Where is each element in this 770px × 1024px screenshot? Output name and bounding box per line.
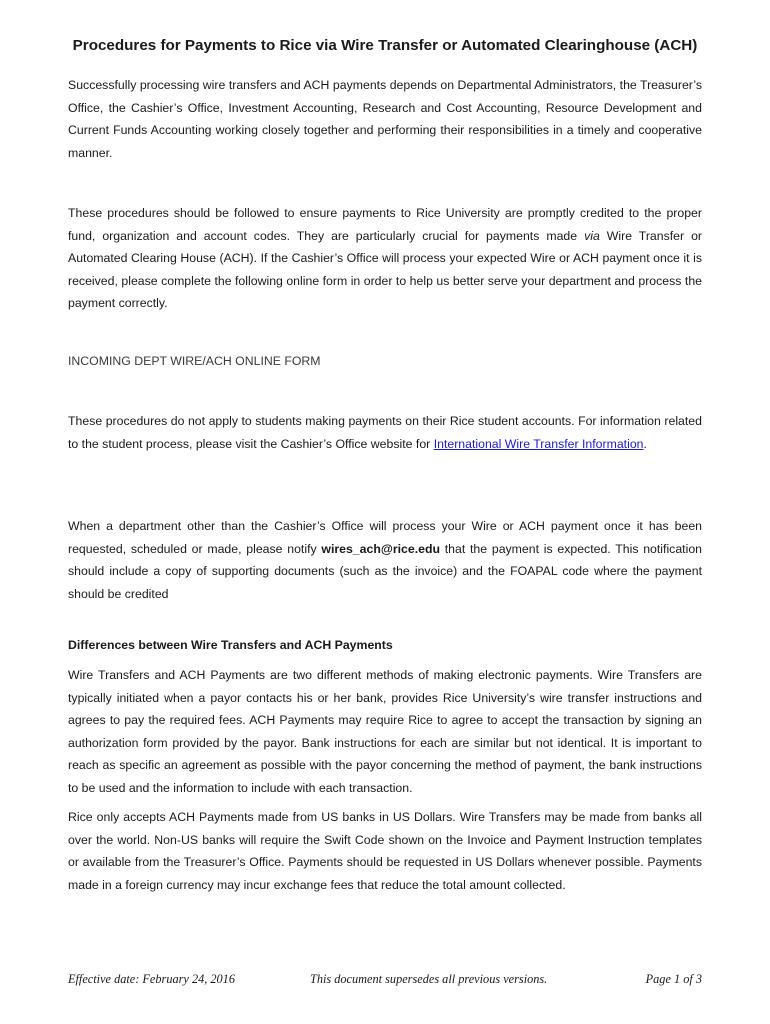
- students-text: These procedures do not apply to students making payments on their Rice student accounts. For information related to the student process, please visit the Cashier’s Office website for: [68, 414, 702, 451]
- procedures-paragraph: [68, 202, 702, 315]
- footer-supersedes: This document supersedes all previous versions.: [310, 972, 548, 986]
- students-end: .: [643, 436, 647, 451]
- students-paragraph: [68, 410, 702, 455]
- differences-heading: Differences between Wire Transfers and ACH Payments: [68, 638, 393, 652]
- page-footer: [68, 969, 702, 989]
- procedures-via: via: [584, 228, 600, 243]
- online-form-label: INCOMING DEPT WIRE/ACH ONLINE FORM: [68, 354, 321, 368]
- notify-email: wires_ach@rice.edu: [321, 541, 441, 556]
- footer-page-number: Page 1 of 3: [645, 972, 702, 986]
- international-wire-transfer-link[interactable]: International Wire Transfer Information: [433, 436, 644, 451]
- document-title: Procedures for Payments to Rice via Wire Transfer or Automated Clearinghouse (ACH): [72, 37, 698, 54]
- footer-effective-date: Effective date: February 24, 2016: [68, 972, 235, 986]
- intro-paragraph: Successfully processing wire transfers and ACH payments depends on Departmental Administrators, the Treasurer’s Office, the Cashier’s Office, Investment Accounting, Research and Cost Accounting, Resource Development and Current Funds Accounting working closely together and performing their responsibilities in a timely and cooperative manner.: [68, 78, 702, 160]
- procedures-text-2: Wire Transfer or Automated Clearing House (ACH). If the Cashier’s Office will process your expected Wire or ACH payment once it is received, please complete the following online form in order to help us better serve your department and process the payment correctly.: [68, 228, 703, 310]
- differences-paragraph-1: Wire Transfers and ACH Payments are two different methods of making electronic payments. Wire Transfers are typically initiated when a payor contacts his or her bank, provides Rice University’s wire transfer instructions and agrees to pay the required fees. ACH Payments may require Rice to agree to accept the transaction by signing an authorization form provided by the payor. Bank instructions for each are similar but not identical. It is important to reach as specific an agreement as possible with the payor concerning the method of payment, the bank instructions to be used and the information to include with each transaction.: [68, 668, 702, 795]
- differences-paragraph-2: Rice only accepts ACH Payments made from US banks in US Dollars. Wire Transfers may be made from banks all over the world. Non-US banks will require the Swift Code shown on the Invoice and Payment Instruction templates or available from the Treasurer’s Office. Payments should be requested in US Dollars whenever possible. Payments made in a foreign currency may incur exchange fees that reduce the total amount collected.: [68, 810, 702, 892]
- notify-paragraph: [68, 515, 702, 605]
- notify-text-1: When a department other than the Cashier’s Office will process your Wire or ACH payment once it has been requested, scheduled or made, please notify: [68, 519, 702, 556]
- procedures-text-1: These procedures should be followed to ensure payments to Rice University are promptly credited to the proper fund, organization and account codes. They are particularly crucial for payments made: [68, 206, 702, 243]
- notify-text-2: that the payment is expected. This notification should include a copy of supporting documents (such as the invoice) and the FOAPAL code where the payment should be credited: [68, 541, 702, 601]
